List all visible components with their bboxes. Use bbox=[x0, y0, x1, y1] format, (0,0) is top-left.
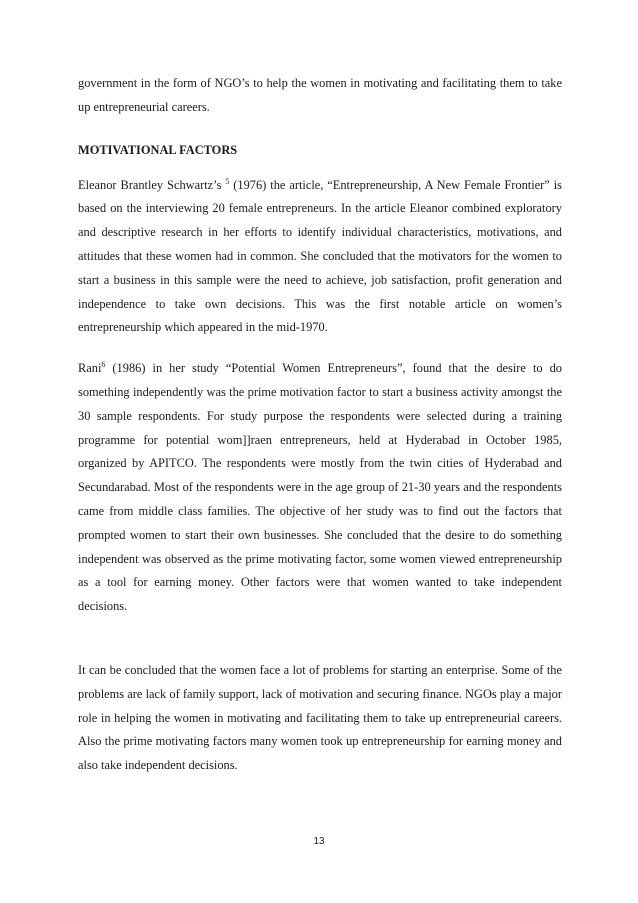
paragraph-rani-lead: Rani bbox=[78, 361, 102, 376]
paragraph-ngo-intro: government in the form of NGO’s to help the women in motivating and facilitating them to take up entrepreneurial careers. bbox=[78, 76, 562, 114]
section-heading-motivational-factors: MOTIVATIONAL FACTORS bbox=[78, 142, 238, 157]
paragraph-rani-body: (1986) in her study “Potential Women Entrepreneurs”, found that the desire to do something independently was the prime motivation factor to start a business activity amongst the 30 sample respondents. For study purpose the respondents were selected during a training programme for potential wom]]raen entrepreneurs, held at Hyderabad in October 1985, organized by APITCO. The respondents were mostly from the twin cities of Hyderabad and Secundarabad. Most of the respondents were in the age group of 21-30 years and the respondents came from middle class families. The objective of her study was to find out the factors that prompted women to start their own businesses. She concluded that the desire to do something independent was observed as the prime motivating factor, some women viewed entrepreneurship as a tool for earning money. Other factors were that women wanted to take independent decisions. bbox=[78, 361, 562, 614]
document-page bbox=[78, 72, 562, 778]
paragraph-rani bbox=[78, 357, 562, 619]
footnote-ref-6: 6 bbox=[101, 360, 106, 370]
page-number: 13 bbox=[313, 836, 325, 847]
paragraph-schwartz-lead: Eleanor Brantley Schwartz’s bbox=[78, 177, 222, 192]
footnote-ref-5: 5 bbox=[225, 176, 230, 186]
paragraph-schwartz bbox=[78, 174, 562, 341]
paragraph-schwartz-body: (1976) the article, “Entrepreneurship, A New Female Frontier” is based on the interviewing 20 female entrepreneurs. In the article Eleanor combined exploratory and descriptive research in her efforts to identify individual characteristics, motivations, and attitudes that these women had in common. She concluded that the motivators for the women to start a business in this sample were the need to achieve, job satisfaction, profit generation and independence to take own decisions. This was the first notable article on women’s entrepreneurship which appeared in the mid-1970. bbox=[78, 177, 562, 335]
paragraph-conclusion: It can be concluded that the women face a lot of problems for starting an enterprise. Some of the problems are lack of family support, lack of motivation and securing finance. NGOs play a major role in helping the women in motivating and facilitating them to take up entrepreneurial careers. Also the prime motivating factors many women took up entrepreneurship for earning money and also take independent decisions. bbox=[78, 662, 562, 773]
